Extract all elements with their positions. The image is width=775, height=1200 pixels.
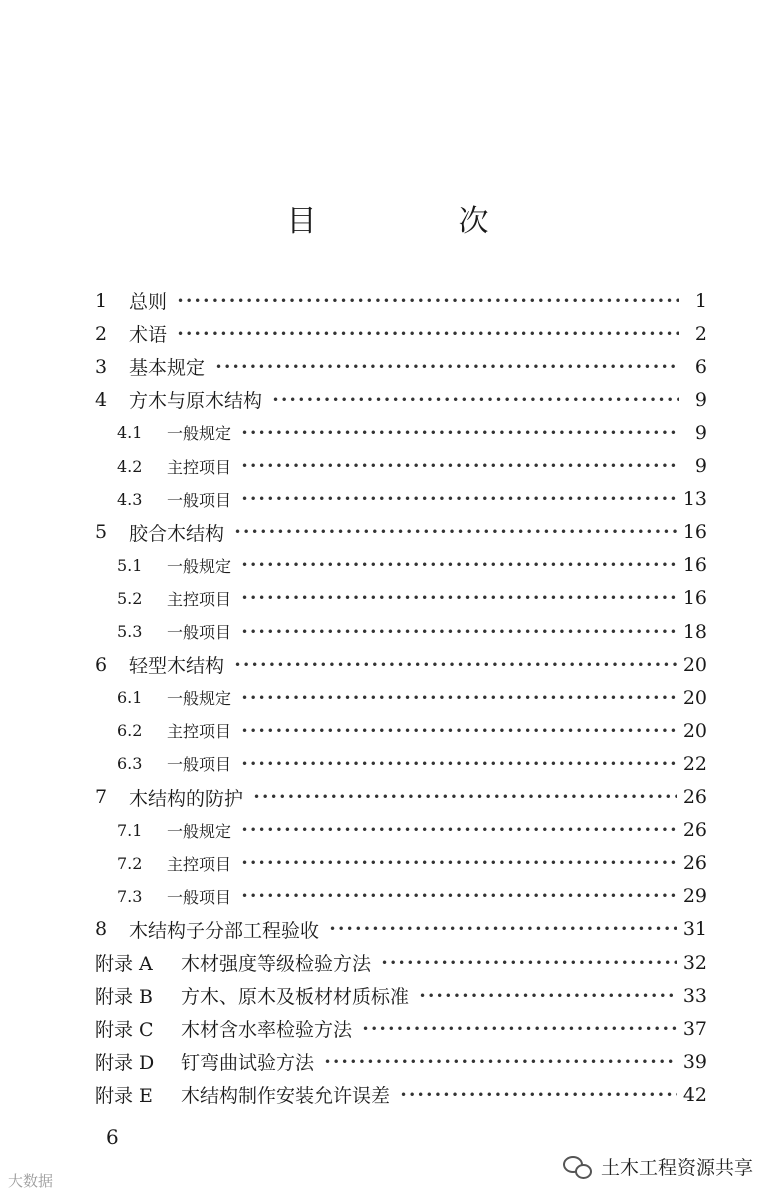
toc-leader-dots: [241, 756, 677, 772]
toc-entry-label: 木材强度等级检验方法: [181, 953, 372, 975]
toc-leader-dots: [241, 425, 679, 441]
toc-entry-page: 16: [682, 587, 707, 610]
watermark-right: [563, 1153, 753, 1180]
toc-entry-number: 4.2: [117, 456, 143, 476]
toc-entry-number: 4.3: [117, 489, 143, 509]
toc-entry: [117, 450, 707, 483]
toc-entry-label: 轻型木结构: [129, 655, 225, 678]
toc-entry: [117, 714, 707, 747]
toc-entry-number: 2: [95, 322, 108, 345]
toc-entry: [95, 781, 707, 814]
toc-leader-dots: [241, 723, 677, 739]
toc-entry-page: 20: [682, 686, 707, 709]
toc-entry-label: 主控项目: [167, 457, 232, 477]
toc-entry-number: 4: [95, 388, 108, 411]
toc-leader-dots: [241, 690, 677, 706]
toc-entry-page: 20: [682, 719, 707, 742]
toc-leader-dots: [234, 524, 677, 540]
toc-entry-page: 16: [682, 554, 707, 577]
toc-leader-dots: [241, 590, 677, 606]
toc-entry-label: 胶合木结构: [129, 522, 225, 545]
toc-entry: [95, 284, 707, 317]
toc-entry: [95, 317, 707, 350]
toc-leader-dots: [362, 1021, 677, 1037]
toc-entry: [117, 615, 707, 648]
toc-entry-label: 主控项目: [167, 589, 232, 609]
toc-leader-dots: [241, 822, 677, 838]
toc-leader-dots: [419, 988, 677, 1004]
toc-leader-dots: [215, 359, 679, 375]
toc-entry-label: 一般规定: [167, 689, 232, 709]
toc-leader-dots: [241, 458, 679, 474]
toc-entry: [95, 648, 707, 681]
toc-leader-dots: [241, 855, 677, 871]
toc-entry-label: 钉弯曲试验方法: [181, 1052, 315, 1075]
toc-entry-page: 37: [682, 1017, 707, 1040]
toc-entry-label: 一般规定: [167, 424, 232, 444]
toc-entry-number: 5.2: [117, 588, 143, 608]
toc-entry-page: 1: [694, 289, 707, 312]
toc-leader-dots: [381, 955, 677, 971]
toc-leader-dots: [241, 491, 677, 507]
toc-leader-dots: [329, 921, 677, 937]
toc-entry-page: 22: [682, 752, 707, 775]
toc-entry: [117, 747, 707, 780]
toc-entry-number: 6: [95, 653, 108, 676]
toc-entry-number: 7.3: [117, 886, 143, 906]
toc-entry-number: 6.3: [117, 754, 143, 774]
toc-leader-dots: [177, 326, 679, 342]
toc-entry-page: 33: [682, 984, 707, 1007]
toc-entry: [95, 1045, 707, 1078]
toc-entry-page: 6: [694, 355, 707, 378]
toc-entry-label: 方木与原木结构: [129, 390, 263, 413]
toc-entry: [95, 350, 707, 383]
toc-entry: [117, 549, 707, 582]
toc-entry-number: 7: [95, 786, 108, 808]
toc-entry-label: 术语: [129, 324, 168, 347]
toc-entry-number: 附录 B: [95, 986, 154, 1009]
watermark-left: 大数据: [8, 1172, 54, 1190]
toc-entry: [117, 847, 707, 880]
wechat-icon: [563, 1156, 593, 1178]
toc-entry-page: 26: [682, 786, 707, 808]
toc-leader-dots: [272, 392, 679, 408]
toc-entry-number: 7.1: [117, 820, 143, 840]
toc-entry-label: 一般项目: [167, 887, 232, 907]
toc-entry-page: 32: [682, 951, 707, 974]
toc-entry-label: 木材含水率检验方法: [181, 1019, 353, 1042]
toc-entry-page: 39: [682, 1050, 707, 1073]
toc-entry: [117, 681, 707, 714]
toc-entry-number: 附录 C: [95, 1019, 154, 1042]
toc-entry-page: 9: [694, 421, 707, 444]
toc-entry-number: 6.1: [117, 688, 143, 708]
toc-entry-page: 9: [694, 388, 707, 411]
toc-entry-page: 13: [682, 488, 707, 511]
toc-entry-number: 8: [95, 918, 108, 941]
toc-entry-page: 20: [682, 653, 707, 676]
toc-entry: [117, 416, 707, 449]
toc-entry-label: 木结构的防护: [129, 787, 244, 810]
toc-entry-number: 附录 E: [95, 1085, 153, 1108]
toc-entry: [95, 946, 707, 979]
toc-entry-page: 42: [682, 1083, 707, 1106]
toc-leader-dots: [400, 1087, 677, 1103]
toc-entry-number: 3: [95, 355, 108, 378]
toc-entry-page: 18: [682, 620, 707, 643]
toc-entry-label: 一般项目: [167, 755, 232, 775]
toc-entry-number: 1: [95, 289, 108, 312]
watermark-right-text: 土木工程资源共享: [600, 1157, 753, 1179]
toc-leader-dots: [324, 1054, 677, 1070]
toc-entry-label: 一般规定: [167, 556, 232, 576]
toc-entry-number: 4.1: [117, 423, 143, 443]
toc-entry-label: 木结构子分部工程验收: [129, 919, 320, 942]
toc-entry-number: 附录 A: [95, 953, 153, 975]
toc-entry-number: 5: [95, 521, 108, 544]
toc-entry: [95, 979, 707, 1012]
page-number: 6: [106, 1125, 119, 1149]
page-title: 目 次: [286, 204, 545, 239]
toc-entry-number: 6.2: [117, 721, 143, 741]
toc-entry-number: 5.1: [117, 555, 143, 575]
toc-entry-label: 主控项目: [167, 722, 232, 742]
toc-leader-dots: [253, 789, 677, 805]
toc-entry-page: 31: [682, 918, 707, 941]
toc-entry-page: 2: [694, 322, 707, 345]
toc-entry-label: 一般项目: [167, 490, 232, 510]
toc-entry: [117, 483, 707, 516]
toc-entry-number: 7.2: [117, 853, 143, 873]
toc-entry: [95, 516, 707, 549]
toc-entry-page: 9: [694, 455, 707, 477]
toc-entry: [117, 880, 707, 913]
toc-entry-page: 26: [682, 819, 707, 842]
toc-leader-dots: [241, 624, 677, 640]
toc-entry-number: 附录 D: [95, 1052, 155, 1075]
toc-entry-label: 一般规定: [167, 821, 232, 841]
toc-entry: [95, 1078, 707, 1111]
toc-entry-label: 木结构制作安装允许误差: [181, 1085, 391, 1108]
toc-leader-dots: [177, 293, 679, 309]
toc-leader-dots: [241, 888, 677, 904]
toc-entry-page: 29: [682, 885, 707, 908]
toc-entry: [117, 814, 707, 847]
toc-entry-page: 26: [682, 852, 707, 875]
toc-entry-label: 一般项目: [167, 623, 232, 642]
toc-entry: [95, 913, 707, 946]
toc-entry-label: 方木、原木及板材材质标准: [181, 986, 410, 1009]
toc-entry: [117, 582, 707, 615]
toc-entry-label: 基本规定: [129, 357, 206, 380]
toc-entry-label: 总则: [129, 291, 168, 313]
toc-leader-dots: [241, 557, 677, 573]
toc-entry-number: 5.3: [117, 622, 143, 641]
toc-entry-page: 16: [682, 521, 707, 544]
toc-leader-dots: [234, 657, 677, 673]
toc-entry-label: 主控项目: [167, 854, 232, 874]
toc-entry: [95, 1012, 707, 1045]
toc-entry: [95, 383, 707, 416]
